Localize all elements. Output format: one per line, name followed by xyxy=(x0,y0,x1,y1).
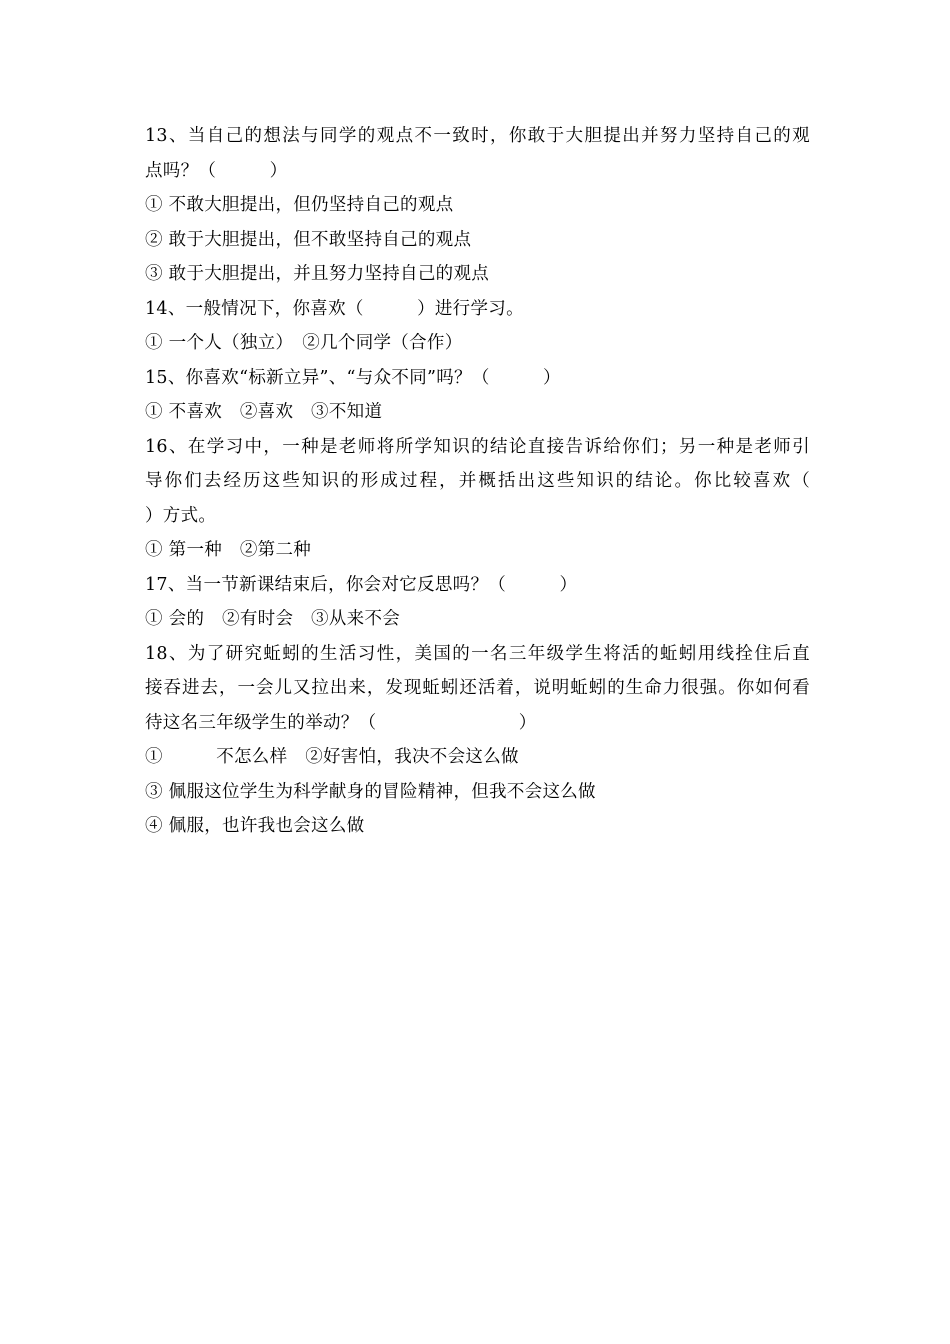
question-18-text-line-3: 待这名三年级学生的举动？（ ） xyxy=(145,712,537,733)
question-13-text-line-1: 13、当自己的想法与同学的观点不一致时，你敢于大胆提出并努力坚持自己的观 xyxy=(145,126,810,146)
question-17-text-line-1: 17、当一节新课结束后，你会对它反思吗？（ ） xyxy=(145,574,578,595)
question-13-option-3: ③ 敢于大胆提出，并且努力坚持自己的观点 xyxy=(145,264,490,284)
question-13-text-line-2: 点吗？（ ） xyxy=(145,160,288,181)
questionnaire-content xyxy=(145,119,810,844)
question-16-text-line-1: 16、在学习中，一种是老师将所学知识的结论直接告诉给你们；另一种是老师引 xyxy=(145,436,810,457)
question-16-text-line-2: 导你们去经历这些知识的形成过程，并概括出这些知识的结论。你比较喜欢（ xyxy=(145,471,810,491)
question-16-text-line-3: ）方式。 xyxy=(145,505,217,526)
question-16 xyxy=(145,430,810,568)
question-13-option-1: ① 不敢大胆提出，但仍坚持自己的观点 xyxy=(145,195,454,215)
question-18-text-line-1: 18、为了研究蚯蚓的生活习性，美国的一名三年级学生将活的蚯蚓用线拴住后直 xyxy=(145,643,810,664)
question-15-options: ① 不喜欢 ②喜欢 ③不知道 xyxy=(145,402,383,422)
question-18-option-3: ④ 佩服，也许我也会这么做 xyxy=(145,816,365,836)
question-14-options: ① 一个人（独立） ②几个同学（合作） xyxy=(145,333,463,353)
question-13 xyxy=(145,119,810,292)
question-17 xyxy=(145,568,810,637)
question-15 xyxy=(145,361,810,430)
question-15-text-line-1: 15、你喜欢“标新立异”、“与众不同”吗？（ ） xyxy=(145,367,561,388)
question-18 xyxy=(145,637,810,844)
question-16-options: ① 第一种 ②第二种 xyxy=(145,540,312,560)
question-14 xyxy=(145,292,810,361)
question-17-options: ① 会的 ②有时会 ③从来不会 xyxy=(145,609,401,629)
question-18-option-1: ① 不怎么样 ②好害怕，我决不会这么做 xyxy=(145,747,519,767)
question-18-text-line-2: 接吞进去，一会儿又拉出来，发现蚯蚓还活着，说明蚯蚓的生命力很强。你如何看 xyxy=(145,678,810,698)
question-18-option-2: ③ 佩服这位学生为科学献身的冒险精神，但我不会这么做 xyxy=(145,781,596,802)
question-13-option-2: ② 敢于大胆提出，但不敢坚持自己的观点 xyxy=(145,229,472,250)
question-14-text-line-1: 14、一般情况下，你喜欢（ ）进行学习。 xyxy=(145,298,524,319)
